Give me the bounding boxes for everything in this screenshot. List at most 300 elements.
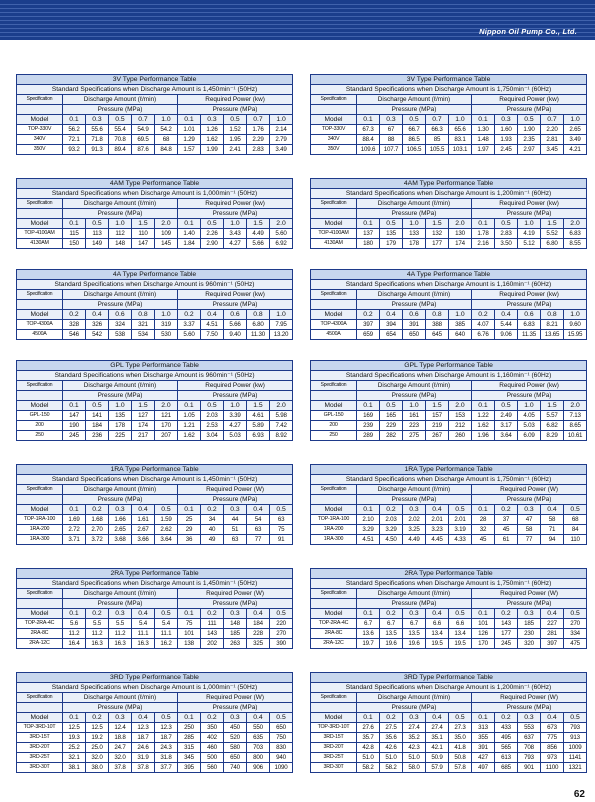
power-value: 10.61 <box>564 431 587 441</box>
required-power-header: Required Power (W) <box>178 589 293 599</box>
power-value: 5.44 <box>495 320 518 330</box>
model-label: Model <box>17 219 63 229</box>
table-row <box>17 723 293 733</box>
power-value: 5.03 <box>224 431 247 441</box>
discharge-value: 127 <box>132 411 155 421</box>
discharge-value: 133 <box>403 229 426 239</box>
power-value: 450 <box>224 723 247 733</box>
power-value: 320 <box>518 639 541 649</box>
discharge-value: 13.6 <box>357 629 380 639</box>
pressure-value: 0.3 <box>495 115 518 125</box>
pressure-value: 0.1 <box>63 401 86 411</box>
performance-table <box>310 568 587 649</box>
table-title: GPL Type Performance Table <box>17 361 293 371</box>
model-name: 4130AM <box>17 239 63 249</box>
specification-label: Specification <box>311 95 357 105</box>
power-value: 708 <box>518 743 541 753</box>
power-value: 345 <box>178 753 201 763</box>
pressure-value: 0.5 <box>86 219 109 229</box>
discharge-value: 6.7 <box>357 619 380 629</box>
power-value: 45 <box>495 525 518 535</box>
discharge-value: 69.5 <box>132 135 155 145</box>
discharge-value: 42.8 <box>357 743 380 753</box>
power-value: 1.90 <box>518 125 541 135</box>
model-name: TOP-330V <box>311 125 357 135</box>
pressure-value: 0.1 <box>178 401 201 411</box>
discharge-value: 27.3 <box>449 723 472 733</box>
model-name: TOP-3RD-10T <box>311 723 357 733</box>
discharge-value: 54.2 <box>155 125 178 135</box>
discharge-amount-header: Discharge Amount (ℓ/min) <box>357 589 472 599</box>
power-value: 2.41 <box>224 145 247 155</box>
power-value: 637 <box>518 733 541 743</box>
power-value: 1.29 <box>178 135 201 145</box>
power-value: 9.06 <box>495 330 518 340</box>
pressure-value: 0.4 <box>86 310 109 320</box>
pressure-value: 0.3 <box>224 505 247 515</box>
power-value: 4.27 <box>224 239 247 249</box>
discharge-value: 51.0 <box>380 753 403 763</box>
model-label: Model <box>311 219 357 229</box>
power-value: 250 <box>178 723 201 733</box>
pressure-value: 0.4 <box>495 310 518 320</box>
model-name: 2RA-12C <box>311 639 357 649</box>
discharge-value: 87.6 <box>132 145 155 155</box>
power-value: 11.30 <box>247 330 270 340</box>
pressure-header: Pressure (MPa) <box>357 495 472 505</box>
discharge-value: 157 <box>426 411 449 421</box>
power-value: 565 <box>495 743 518 753</box>
performance-table <box>16 568 293 649</box>
model-label: Model <box>311 401 357 411</box>
pressure-value: 0.2 <box>380 713 403 723</box>
discharge-value: 35.6 <box>380 733 403 743</box>
power-value: 2.26 <box>201 229 224 239</box>
pressure-header: Pressure (MPa) <box>472 300 587 310</box>
pressure-value: 0.1 <box>63 609 86 619</box>
blank-cell <box>17 391 63 401</box>
power-value: 7.13 <box>564 411 587 421</box>
discharge-value: 6.7 <box>380 619 403 629</box>
pressure-header: Pressure (MPa) <box>357 209 472 219</box>
table-subtitle: Standard Specifications when Discharge Amount is 1,750min⁻¹ (60Hz) <box>311 475 587 485</box>
discharge-value: 19.5 <box>449 639 472 649</box>
power-value: 5.12 <box>518 239 541 249</box>
table-row <box>311 125 587 135</box>
power-value: 40 <box>201 525 224 535</box>
discharge-value: 3.64 <box>155 535 178 545</box>
discharge-value: 72.1 <box>63 135 86 145</box>
model-name: TOP-330V <box>17 125 63 135</box>
discharge-value: 57.9 <box>426 763 449 773</box>
pressure-value: 0.4 <box>247 713 270 723</box>
power-value: 1.05 <box>178 411 201 421</box>
discharge-value: 86.5 <box>403 135 426 145</box>
discharge-value: 4.51 <box>357 535 380 545</box>
table-row <box>17 619 293 629</box>
power-value: 94 <box>541 535 564 545</box>
power-value: 390 <box>270 639 293 649</box>
discharge-value: 42.3 <box>403 743 426 753</box>
discharge-value: 207 <box>155 431 178 441</box>
power-value: 1.01 <box>178 125 201 135</box>
pressure-value: 0.3 <box>403 505 426 515</box>
discharge-value: 50.8 <box>449 753 472 763</box>
pressure-value: 0.1 <box>472 219 495 229</box>
model-name: 1RA-200 <box>17 525 63 535</box>
blank-cell <box>17 209 63 219</box>
pressure-value: 0.2 <box>86 609 109 619</box>
pressure-header: Pressure (MPa) <box>178 599 293 609</box>
discharge-value: 41.8 <box>449 743 472 753</box>
pressure-value: 2.0 <box>270 401 293 411</box>
pressure-value: 0.2 <box>495 505 518 515</box>
pressure-header: Pressure (MPa) <box>472 703 587 713</box>
required-power-header: Required Power (W) <box>472 589 587 599</box>
pressure-header: Pressure (MPa) <box>357 703 472 713</box>
table-title: 2RA Type Performance Table <box>311 569 587 579</box>
discharge-value: 328 <box>63 320 86 330</box>
power-value: 635 <box>247 733 270 743</box>
discharge-value: 31.9 <box>132 753 155 763</box>
power-value: 793 <box>564 723 587 733</box>
model-label: Model <box>311 609 357 619</box>
discharge-value: 178 <box>109 421 132 431</box>
power-value: 5.57 <box>541 411 564 421</box>
model-name: 250 <box>311 431 357 441</box>
pressure-value: 0.4 <box>426 713 449 723</box>
pressure-value: 0.4 <box>132 505 155 515</box>
discharge-value: 145 <box>155 239 178 249</box>
pressure-value: 0.2 <box>178 310 201 320</box>
pressure-value: 0.1 <box>178 609 201 619</box>
table-row <box>311 525 587 535</box>
pressure-value: 0.3 <box>518 609 541 619</box>
discharge-value: 534 <box>132 330 155 340</box>
pressure-value: 1.0 <box>449 115 472 125</box>
model-name: 3RD-20T <box>17 743 63 753</box>
discharge-value: 37.8 <box>109 763 132 773</box>
power-value: 77 <box>518 535 541 545</box>
power-value: 3.50 <box>495 239 518 249</box>
discharge-value: 68 <box>155 135 178 145</box>
pressure-value: 0.3 <box>518 505 541 515</box>
pressure-header: Pressure (MPa) <box>357 391 472 401</box>
pressure-header: Pressure (MPa) <box>357 599 472 609</box>
discharge-value: 27.5 <box>380 723 403 733</box>
table-row <box>17 145 293 155</box>
discharge-value: 18.7 <box>155 733 178 743</box>
table-row <box>311 411 587 421</box>
discharge-value: 25.0 <box>86 743 109 753</box>
power-value: 2.81 <box>541 135 564 145</box>
pressure-value: 1.0 <box>155 115 178 125</box>
power-value: 397 <box>541 639 564 649</box>
power-value: 77 <box>247 535 270 545</box>
pressure-value: 1.0 <box>155 310 178 320</box>
power-value: 3.45 <box>541 145 564 155</box>
table-row <box>17 515 293 525</box>
discharge-amount-header: Discharge Amount (ℓ/min) <box>357 199 472 209</box>
performance-table <box>16 672 293 773</box>
specification-label: Specification <box>311 589 357 599</box>
power-value: 285 <box>178 733 201 743</box>
discharge-amount-header: Discharge Amount (ℓ/min) <box>63 693 178 703</box>
power-value: 830 <box>270 743 293 753</box>
performance-table <box>310 74 587 155</box>
power-value: 793 <box>518 753 541 763</box>
pressure-value: 2.0 <box>155 219 178 229</box>
pressure-header: Pressure (MPa) <box>63 495 178 505</box>
pressure-value: 0.4 <box>132 609 155 619</box>
power-value: 245 <box>495 639 518 649</box>
power-value: 6.76 <box>472 330 495 340</box>
pressure-value: 0.3 <box>109 505 132 515</box>
power-value: 1009 <box>564 743 587 753</box>
discharge-value: 71.8 <box>86 135 109 145</box>
power-value: 7.50 <box>201 330 224 340</box>
table-subtitle: Standard Specifications when Discharge Amount is 1,160min⁻¹ (60Hz) <box>311 371 587 381</box>
blank-cell <box>311 599 357 609</box>
power-value: 1090 <box>270 763 293 773</box>
power-value: 270 <box>564 619 587 629</box>
power-value: 1.84 <box>178 239 201 249</box>
model-name: 3RD-25T <box>17 753 63 763</box>
performance-table <box>16 360 293 441</box>
discharge-value: 13.4 <box>449 629 472 639</box>
pressure-value: 1.5 <box>247 219 270 229</box>
power-value: 6.82 <box>541 421 564 431</box>
required-power-header: Required Power (kw) <box>472 381 587 391</box>
specification-label: Specification <box>17 693 63 703</box>
model-name: 200 <box>311 421 357 431</box>
pressure-value: 2.0 <box>564 401 587 411</box>
table-row <box>311 619 587 629</box>
model-name: 1RA-200 <box>311 525 357 535</box>
power-value: 1.21 <box>178 421 201 431</box>
power-value: 5.66 <box>247 239 270 249</box>
power-value: 143 <box>495 619 518 629</box>
power-value: 800 <box>247 753 270 763</box>
power-value: 281 <box>541 629 564 639</box>
table-title: 1RA Type Performance Table <box>17 465 293 475</box>
model-name: 3RD-15T <box>311 733 357 743</box>
table-row <box>17 733 293 743</box>
performance-table <box>16 178 293 249</box>
model-name: 3RD-30T <box>311 763 357 773</box>
pressure-header: Pressure (MPa) <box>63 105 178 115</box>
discharge-value: 19.6 <box>403 639 426 649</box>
power-value: 15.95 <box>564 330 587 340</box>
discharge-value: 51.0 <box>357 753 380 763</box>
performance-table <box>16 74 293 155</box>
table-subtitle: Standard Specifications when Discharge Amount is 1,750min⁻¹ (60Hz) <box>311 579 587 589</box>
model-label: Model <box>17 115 63 125</box>
table-subtitle: Standard Specifications when Discharge Amount is 1,450min⁻¹ (50Hz) <box>17 579 293 589</box>
discharge-value: 6.6 <box>426 619 449 629</box>
power-value: 2.03 <box>201 411 224 421</box>
power-value: 391 <box>472 743 495 753</box>
power-value: 148 <box>224 619 247 629</box>
table-subtitle: Standard Specifications when Discharge Amount is 960min⁻¹ (50Hz) <box>17 280 293 290</box>
discharge-value: 5.5 <box>109 619 132 629</box>
specification-label: Specification <box>311 290 357 300</box>
table-row <box>311 421 587 431</box>
performance-table <box>310 178 587 249</box>
required-power-header: Required Power (kw) <box>178 290 293 300</box>
pressure-value: 0.8 <box>426 310 449 320</box>
pressure-header: Pressure (MPa) <box>63 300 178 310</box>
discharge-value: 141 <box>86 411 109 421</box>
discharge-value: 42.6 <box>380 743 403 753</box>
discharge-value: 109 <box>155 229 178 239</box>
discharge-value: 105.5 <box>426 145 449 155</box>
pressure-value: 1.0 <box>449 310 472 320</box>
table-row <box>17 763 293 773</box>
pressure-value: 1.5 <box>132 401 155 411</box>
discharge-value: 229 <box>380 421 403 431</box>
discharge-value: 3.68 <box>109 535 132 545</box>
discharge-value: 177 <box>426 239 449 249</box>
table-row <box>17 330 293 340</box>
power-value: 45 <box>472 535 495 545</box>
pressure-value: 2.0 <box>155 401 178 411</box>
table-row <box>17 239 293 249</box>
discharge-value: 5.4 <box>132 619 155 629</box>
pressure-value: 0.5 <box>564 713 587 723</box>
discharge-value: 38.0 <box>86 763 109 773</box>
power-value: 170 <box>472 639 495 649</box>
pressure-header: Pressure (MPa) <box>63 703 178 713</box>
specification-label: Specification <box>17 485 63 495</box>
specification-label: Specification <box>17 95 63 105</box>
table-row <box>311 145 587 155</box>
table-subtitle: Standard Specifications when Discharge Amount is 1,750min⁻¹ (60Hz) <box>311 85 587 95</box>
power-value: 1141 <box>564 753 587 763</box>
power-value: 1.30 <box>472 125 495 135</box>
power-value: 1.95 <box>224 135 247 145</box>
pressure-value: 0.4 <box>132 713 155 723</box>
discharge-value: 212 <box>449 421 472 431</box>
table-row <box>311 239 587 249</box>
power-value: 2.16 <box>472 239 495 249</box>
discharge-value: 84.8 <box>155 145 178 155</box>
discharge-value: 546 <box>63 330 86 340</box>
blank-cell <box>311 391 357 401</box>
power-value: 560 <box>201 763 224 773</box>
pressure-value: 0.5 <box>518 115 541 125</box>
table-subtitle: Standard Specifications when Discharge Amount is 1,160min⁻¹ (60Hz) <box>311 280 587 290</box>
discharge-value: 3.72 <box>86 535 109 545</box>
discharge-value: 107.7 <box>380 145 403 155</box>
power-value: 673 <box>541 723 564 733</box>
power-value: 395 <box>178 763 201 773</box>
discharge-value: 37.7 <box>155 763 178 773</box>
discharge-value: 219 <box>426 421 449 431</box>
power-value: 230 <box>518 629 541 639</box>
pressure-value: 0.2 <box>495 609 518 619</box>
discharge-value: 24.6 <box>132 743 155 753</box>
pressure-value: 0.5 <box>155 609 178 619</box>
discharge-amount-header: Discharge Amount (ℓ/min) <box>357 693 472 703</box>
table-title: 4AM Type Performance Table <box>17 179 293 189</box>
discharge-value: 225 <box>109 431 132 441</box>
power-value: 2.35 <box>518 135 541 145</box>
pressure-value: 0.4 <box>247 505 270 515</box>
power-value: 4.05 <box>518 411 541 421</box>
discharge-value: 35.0 <box>449 733 472 743</box>
discharge-value: 2.10 <box>357 515 380 525</box>
power-value: 91 <box>270 535 293 545</box>
table-row <box>17 743 293 753</box>
power-value: 63 <box>224 535 247 545</box>
discharge-value: 67.3 <box>357 125 380 135</box>
model-name: 200 <box>17 421 63 431</box>
model-label: Model <box>311 115 357 125</box>
pressure-header: Pressure (MPa) <box>472 495 587 505</box>
pressure-value: 0.3 <box>224 609 247 619</box>
discharge-value: 11.2 <box>63 629 86 639</box>
power-value: 101 <box>472 619 495 629</box>
power-value: 5.52 <box>541 229 564 239</box>
pressure-value: 0.3 <box>403 609 426 619</box>
power-value: 973 <box>541 753 564 763</box>
specification-label: Specification <box>311 485 357 495</box>
discharge-value: 179 <box>380 239 403 249</box>
discharge-value: 83.1 <box>449 135 472 145</box>
discharge-value: 5.4 <box>155 619 178 629</box>
discharge-value: 148 <box>109 239 132 249</box>
performance-table <box>16 269 293 340</box>
table-row <box>17 411 293 421</box>
pressure-value: 0.4 <box>541 609 564 619</box>
discharge-value: 16.3 <box>109 639 132 649</box>
pressure-value: 0.5 <box>109 115 132 125</box>
power-value: 650 <box>224 753 247 763</box>
discharge-amount-header: Discharge Amount (ℓ/min) <box>63 290 178 300</box>
pressure-value: 0.8 <box>541 310 564 320</box>
power-value: 228 <box>247 629 270 639</box>
table-title: GPL Type Performance Table <box>311 361 587 371</box>
table-row <box>311 733 587 743</box>
specification-label: Specification <box>17 290 63 300</box>
discharge-value: 645 <box>426 330 449 340</box>
blank-cell <box>17 300 63 310</box>
discharge-amount-header: Discharge Amount (ℓ/min) <box>357 381 472 391</box>
discharge-value: 388 <box>426 320 449 330</box>
model-name: 1RA-300 <box>311 535 357 545</box>
table-row <box>311 723 587 733</box>
pressure-header: Pressure (MPa) <box>63 209 178 219</box>
power-value: 110 <box>564 535 587 545</box>
discharge-value: 147 <box>132 239 155 249</box>
discharge-value: 24.3 <box>155 743 178 753</box>
power-value: 1.62 <box>201 135 224 145</box>
power-value: 2.83 <box>495 229 518 239</box>
table-row <box>311 535 587 545</box>
discharge-value: 11.1 <box>132 629 155 639</box>
pressure-value: 0.4 <box>201 310 224 320</box>
pressure-value: 0.5 <box>564 505 587 515</box>
discharge-value: 91.3 <box>86 145 109 155</box>
pressure-value: 0.7 <box>541 115 564 125</box>
table-row <box>17 229 293 239</box>
power-value: 3.49 <box>564 135 587 145</box>
power-value: 427 <box>472 753 495 763</box>
power-value: 553 <box>518 723 541 733</box>
power-value: 5.89 <box>247 421 270 431</box>
pressure-value: 1.0 <box>224 401 247 411</box>
